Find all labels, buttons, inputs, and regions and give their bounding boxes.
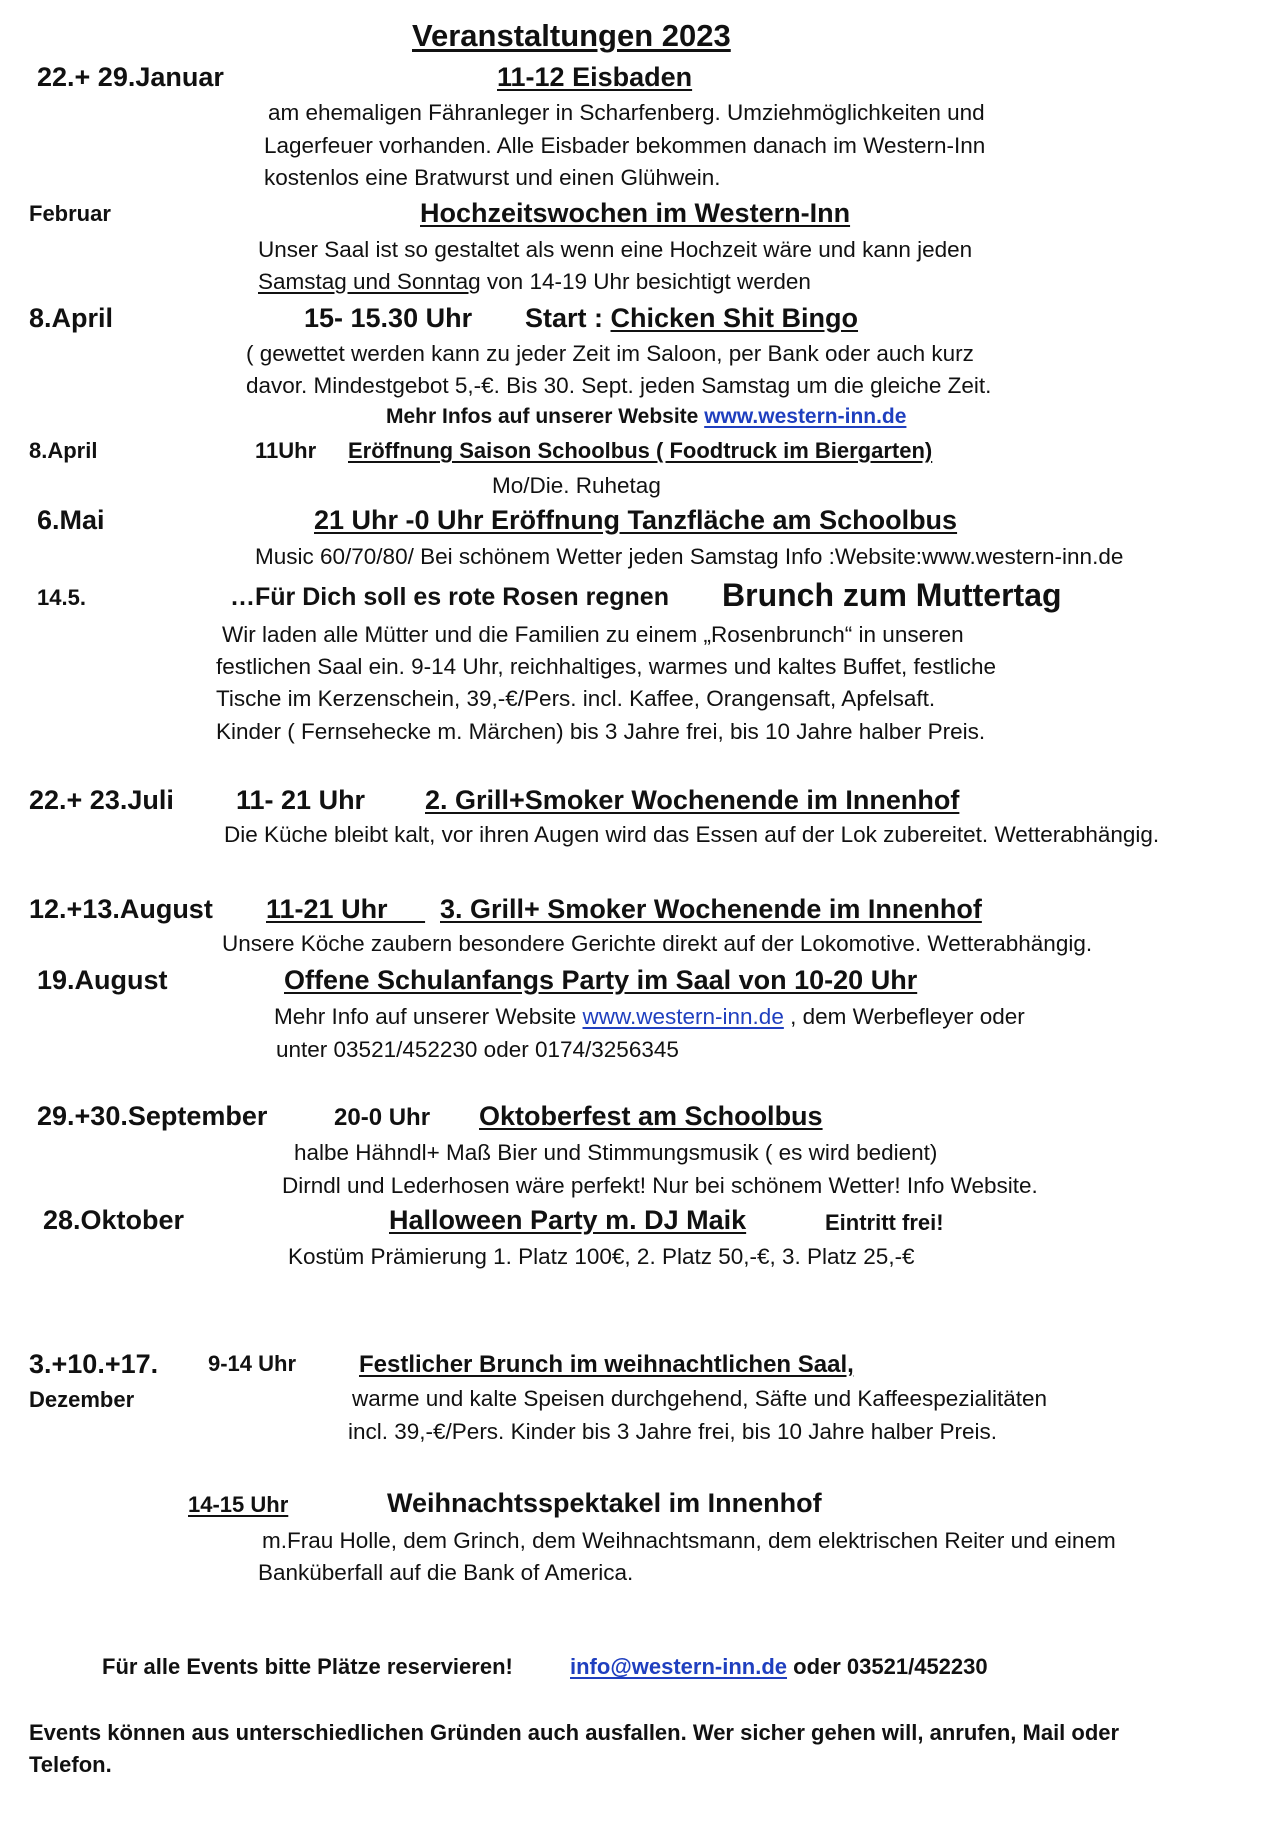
christmas-time: 14-15 Uhr xyxy=(188,1492,289,1517)
april-bingo-time: 15- 15.30 Uhr xyxy=(304,303,473,333)
reservation-note: Für alle Events bitte Plätze reservieren! xyxy=(102,1654,513,1679)
april-bingo-event xyxy=(525,305,858,332)
august-party-event-title: Offene Schulanfangs Party im Saal von 10-20 Uhr xyxy=(284,965,918,995)
september-date: 29.+30.September xyxy=(37,1101,268,1131)
december-description-line: warme und kalte Speisen durchgehend, Säfte und Kaffeespezialitäten xyxy=(352,1386,1048,1411)
december-event-title: Festlicher Brunch im weihnachtlichen Saal, xyxy=(359,1351,854,1378)
february-description-line: Unser Saal ist so gestaltet als wenn eine Hochzeit wäre und kann jeden xyxy=(258,237,973,262)
cancellation-note-line: Events können aus unterschiedlichen Gründen auch ausfallen. Wer sicher gehen will, anrufen, Mail oder xyxy=(29,1720,1120,1745)
april-bingo-date: 8.April xyxy=(29,303,114,333)
august-grill-event-title: 3. Grill+ Smoker Wochenende im Innenhof xyxy=(440,894,982,924)
december-month: Dezember xyxy=(29,1387,135,1412)
january-event-title: 11-12 Eisbaden xyxy=(497,62,693,92)
april-bingo-description-line: ( gewettet werden kann zu jeder Zeit im Saloon, per Bank oder auch kurz xyxy=(246,341,974,366)
january-description-line: Lagerfeuer vorhanden. Alle Eisbader bekommen danach im Western-Inn xyxy=(264,133,986,158)
october-event-title: Halloween Party m. DJ Maik xyxy=(389,1205,747,1235)
july-time: 11- 21 Uhr xyxy=(236,785,366,815)
august-party-phone-line: unter 03521/452230 oder 0174/3256345 xyxy=(276,1037,679,1062)
contact-phone: oder 03521/452230 xyxy=(787,1654,988,1679)
mothersday-description-line: festlichen Saal ein. 9-14 Uhr, reichhaltiges, warmes und kaltes Buffet, festliche xyxy=(216,654,996,679)
april-schoolbus-time: 11Uhr xyxy=(255,438,317,463)
january-description-line: am ehemaligen Fähranleger in Scharfenberg. Umziehmöglichkeiten und xyxy=(268,100,985,125)
january-description-line: kostenlos eine Bratwurst und einen Glühwein. xyxy=(264,165,721,190)
august-grill-date: 12.+13.August xyxy=(29,894,213,924)
christmas-description-line: m.Frau Holle, dem Grinch, dem Weihnachtsmann, dem elektrischen Reiter und einem xyxy=(262,1528,1116,1553)
july-event-title: 2. Grill+Smoker Wochenende im Innenhof xyxy=(425,785,960,815)
mothersday-date: 14.5. xyxy=(37,585,86,610)
august-party-date: 19.August xyxy=(37,965,168,995)
mothersday-event-title: Brunch zum Muttertag xyxy=(722,577,1062,613)
page-title: Veranstaltungen 2023 xyxy=(412,18,731,53)
october-description-line: Kostüm Prämierung 1. Platz 100€, 2. Platz 50,-€, 3. Platz 25,-€ xyxy=(288,1244,915,1269)
weekend-underlined-text: Samstag und Sonntag xyxy=(258,269,481,294)
start-label: Start : xyxy=(525,303,611,333)
mothersday-lead: …Für Dich soll es rote Rosen regnen xyxy=(230,583,669,611)
mothersday-description-line: Kinder ( Fernsehecke m. Märchen) bis 3 Jahre frei, bis 10 Jahre halber Preis. xyxy=(216,719,986,744)
april-bingo-event-title: Chicken Shit Bingo xyxy=(610,303,859,333)
mothersday-description-line: Tische im Kerzenschein, 39,-€/Pers. incl. Kaffee, Orangensaft, Apfelsaft. xyxy=(216,686,936,711)
mothersday-description-line: Wir laden alle Mütter und die Familien zu einem „Rosenbrunch“ in unseren xyxy=(222,622,964,647)
christmas-description-line: Banküberfall auf die Bank of America. xyxy=(258,1560,634,1585)
contact-line xyxy=(570,1656,988,1678)
email-link[interactable]: info@western-inn.de xyxy=(570,1654,788,1679)
christmas-event-title: Weihnachtsspektakel im Innenhof xyxy=(387,1488,822,1518)
may-date: 6.Mai xyxy=(37,505,105,535)
april-bingo-description-line: davor. Mindestgebot 5,-€. Bis 30. Sept. jeden Samstag um die gleiche Zeit. xyxy=(246,373,992,398)
april-schoolbus-date: 8.April xyxy=(29,438,98,463)
august-flyer-text: , dem Werbefleyer oder xyxy=(783,1004,1025,1029)
september-description-line: halbe Hähndl+ Maß Bier und Stimmungsmusik ( es wird bedient) xyxy=(294,1140,938,1165)
website-info-line xyxy=(386,406,906,427)
august-grill-description-line: Unsere Köche zaubern besondere Gerichte direkt auf der Lokomotive. Wetterabhängig. xyxy=(222,931,1093,956)
august-info-label: Mehr Info auf unserer Website xyxy=(274,1004,583,1029)
september-event-title: Oktoberfest am Schoolbus xyxy=(479,1101,823,1131)
february-event-title: Hochzeitswochen im Western-Inn xyxy=(420,198,851,228)
february-hours-text: von 14-19 Uhr besichtigt werden xyxy=(480,269,811,294)
website-link[interactable]: www.western-inn.de xyxy=(582,1004,784,1029)
website-link[interactable]: www.western-inn.de xyxy=(704,405,907,428)
december-dates: 3.+10.+17. xyxy=(29,1349,159,1379)
february-description-line xyxy=(258,271,811,294)
december-description-line: incl. 39,-€/Pers. Kinder bis 3 Jahre frei, bis 10 Jahre halber Preis. xyxy=(348,1419,998,1444)
february-date: Februar xyxy=(29,201,111,226)
august-grill-time: 11-21 Uhr xyxy=(266,894,426,924)
may-description-line: Music 60/70/80/ Bei schönem Wetter jeden Samstag Info :Website:www.western-inn.de xyxy=(255,544,1124,569)
april-schoolbus-note: Mo/Die. Ruhetag xyxy=(492,473,661,498)
july-date: 22.+ 23.Juli xyxy=(29,785,174,815)
september-description-line: Dirndl und Lederhosen wäre perfekt! Nur bei schönem Wetter! Info Website. xyxy=(282,1173,1038,1198)
october-free-entry: Eintritt frei! xyxy=(825,1210,944,1235)
website-info-label: Mehr Infos auf unserer Website xyxy=(386,405,705,428)
december-time: 9-14 Uhr xyxy=(208,1351,297,1376)
september-time: 20-0 Uhr xyxy=(334,1104,431,1131)
may-event-title: 21 Uhr -0 Uhr Eröffnung Tanzfläche am Schoolbus xyxy=(314,505,958,535)
august-party-description-line xyxy=(274,1006,1025,1029)
july-description-line: Die Küche bleibt kalt, vor ihren Augen wird das Essen auf der Lok zubereitet. Wetterabhängig. xyxy=(224,822,1160,847)
april-schoolbus-event-title: Eröffnung Saison Schoolbus ( Foodtruck im Biergarten) xyxy=(348,438,933,463)
cancellation-note-line: Telefon. xyxy=(29,1752,112,1777)
october-date: 28.Oktober xyxy=(43,1205,185,1235)
january-date: 22.+ 29.Januar xyxy=(37,62,224,92)
